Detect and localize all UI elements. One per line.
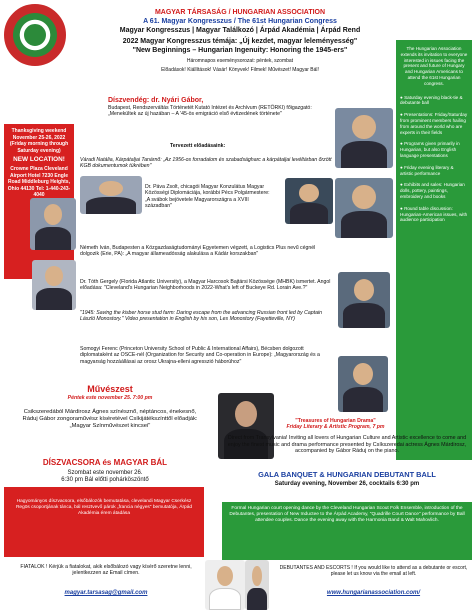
arts-date: Péntek este november 25. 7:00 pm (67, 395, 153, 401)
arts-en-title: "Treasures of Hungarian Drama" (295, 418, 376, 424)
header-theme-hu: 2022 Magyar Kongresszus témája: „Új kezdet, magyar leleményesség" (122, 38, 358, 45)
header-theme-en: "New Beginnings – Hungarian Ingenuity: Honoring the 1945-ers" (132, 47, 348, 54)
website-link[interactable]: www.hungarianassociation.com/ (326, 590, 421, 596)
logo-emblem-icon (22, 22, 48, 48)
arts-title: Művészest (87, 384, 133, 394)
speaker-4: Dr. Tóth Gergely (Florida Atlantic University), a Magyar Harcosok Bajtársi Közössége (MHBK) ismertet. Angol előadása: "Cleveland's Hungarian Neighborhoods in 2022-What's left of Buckeye Rd. Lorain Ave.?" (80, 279, 331, 292)
dinner-title: DÍSZVACSORA és MAGYAR BÁL (42, 458, 168, 467)
sidebar-item: ● Exhibits and sales: Hungarian dolls, pottery, paintings, embroidery and books (400, 182, 465, 199)
email-link[interactable]: magyar.tarsasag@gmail.com (64, 590, 148, 596)
gala-program-box (222, 502, 472, 560)
speaker-7-photo (338, 356, 388, 412)
header-events: Magyar Kongresszus | Magyar Találkozó | Árpád Akadémia | Árpád Rend (119, 27, 361, 34)
speaker-2-photo (285, 178, 333, 224)
escort-photo (245, 560, 269, 610)
arts-desc-hu: Csikszeredából Márdirosz Ágnes színésznő, néptáncos, énekesnő, Ráduj Gábor zongoraművész kíséretével Csíkijátékszínttől előadják: „Magyar Színművészet kincsei" (22, 409, 198, 430)
debutante-photo (205, 560, 245, 610)
arts-section-hu (20, 384, 200, 430)
arts-desc-en: Direct from Transylvania! Inviting all lovers of Hungarian Culture and Artistic excellence to come and enjoy the finest music and drama performance presented by Csíkszeredai actress Ágnes Márdirosz, accompanied by Gábor Ráduj on the piano. (227, 435, 467, 455)
speakers-heading: Tervezett előadásaink: (170, 143, 226, 149)
arts-section-en (283, 418, 388, 431)
speaker-5: "1945: Saving the kisber horse stud farm: Daring escape from the advancing Russian front led by Captain László Monostory." Video presentation in English by his son, Les Monostory (Fayetteville, NY) (80, 310, 323, 323)
website-container (275, 590, 472, 596)
dinner-program-box (4, 487, 204, 557)
speaker-6: Somogyi Ferenc (Princeton University School of Public & International Affairs), Bécsben dolgozott diplomataként az OSCE-nél (Organization for Security and Co-operation in Europe): „Magyarország és a magyarság hozzáállásai az orosz Ukrajna-elleni agresszió háborúhoz" (80, 346, 320, 365)
speaker-6-photo (338, 272, 390, 328)
sidebar-item: ● Round table discussion: Hungarian-American issues, with audience participation (400, 205, 468, 223)
header-features: Előadások! Kiállítások! Vásár! Könyvek! Filmek! Művészet! Magyar Bál! (161, 67, 319, 73)
gala-title: GALA BANQUET & HUNGARIAN DEBUTANT BALL (258, 470, 436, 479)
header-schedule: Háromnapos eseménysorozat: péntek, szombat (186, 58, 294, 64)
sidebar-item: ● Presentations: Friday/Saturday from prominent members hailing from around the world who are experts in their fields (400, 112, 468, 135)
sidebar-item: ● Programs given primarily in Hungarian, but also English language presentations (400, 141, 460, 158)
header-association: MAGYAR TÁRSASÁG / HUNGARIAN ASSOCIATION (154, 9, 326, 16)
gala-program: Formal Hungarian court opening dance by the Cleveland Hungarian Scout Folk Ensemble, introduction of the Debutantes, presentation of New Inductee to the Árpád Academy, "Quadrille Court Dance" performance by Ball attendee couples. Dance the evening away with the Harmonia Band & Walt Mahovlich. (229, 506, 465, 523)
speaker-1: Váradi Natália, Kárpátaljai Tanárnő: „Az 1956-os forradalom és szabadságharc a kárpátaljai levéltárban őrzött KGB dokumentumok tükrében" (80, 157, 332, 170)
dinner-time: 6:30 pm Bál előtti pohárköszöntő (61, 477, 149, 483)
speaker-1-photo (80, 176, 142, 214)
speaker-3: Németh Iván, Budapesten a Közgazdaságtudományi Egyetemen végzett, a Logistics Plus nevű cégnél dolgozik (Erie, PA): „A magyar állameadósság alakulása a Kádár korszakban" (80, 245, 316, 258)
keynote-section (108, 96, 333, 118)
sidebar-item: ● Friday evening literary & artistic performance (400, 164, 454, 176)
sidebar-intro: The Hungarian Association extends its invitation to everyone interested in issues facing the present and future of Hungary and Hungarian Americans to attend the 61st Hungarian congress. (400, 46, 468, 86)
dinner-section (10, 458, 200, 484)
dinner-program: Hagyományos díszvacsora, elsőbálozók bemutatása, clevelandi Magyar Cserkész Regös csoportjának tánca, bál resztvevő párok „francia négyes" bemutatója, Árpád Akadémia érem átadása (15, 499, 193, 516)
speaker-2: Dr. Páva Zsolt, chicagói Magyar Konzulátus Magyar Közösségi Diplomáciája, korábbi Pécs Polgármestere: „A svábok bejövetele Magyarországra a XVIII században" (145, 184, 270, 210)
speaker-4-photo (30, 198, 76, 250)
arts-en-subtitle: Friday Literary & Artistic Program, 7 pm (286, 424, 385, 431)
event-date: Thanksgiving weekend November 25-26, 2022 (Friday morning through Saturday evening) (9, 128, 69, 154)
gala-section (222, 470, 472, 488)
new-location-label: NEW LOCATION! (13, 156, 65, 164)
keynote-photo (335, 108, 393, 168)
email-container (6, 590, 206, 596)
debutantes-note: DEBUTANTES AND ESCORTS ! If you would like to attend as a debutante or escort, please let us know via the email at left. (279, 565, 468, 578)
keynote-title: Díszvendég: dr. Nyári Gábor, (108, 97, 204, 104)
sidebar-item: ● Saturday evening black-tie & debutante ball (400, 94, 463, 106)
fiatalok-note: FIATALOK ! Kérjük a fiatalokat, akik elsőbálozó vagy kísérő szeretne lenni, jelentkezzen az Email címen. (20, 564, 192, 577)
keynote-desc: Budapest, Rendszerváltás Történetét Kutató Intézet és Archívum (RETÖRKI) főigazgató: „Menekültek az új hazában – A '45-ös emigráció első évtizedének története" (108, 105, 312, 118)
speaker-3-photo (335, 178, 393, 238)
gala-date: Saturday evening, November 26, cocktails 6:30 pm (274, 481, 420, 487)
info-sidebar (396, 40, 472, 460)
header-congress: A 61. Magyar Kongresszus / The 61st Hungarian Congress (143, 18, 337, 25)
speaker-5-photo (32, 260, 76, 310)
header (80, 8, 400, 75)
dinner-date: Szombat este november 26. (67, 470, 143, 476)
hotel-address: Crowne Plaza Cleveland Airport Hotel 7230 Engle Road Middleburg Heights, Ohio 44130 Tel: 1-440-243-4040 (7, 165, 71, 199)
